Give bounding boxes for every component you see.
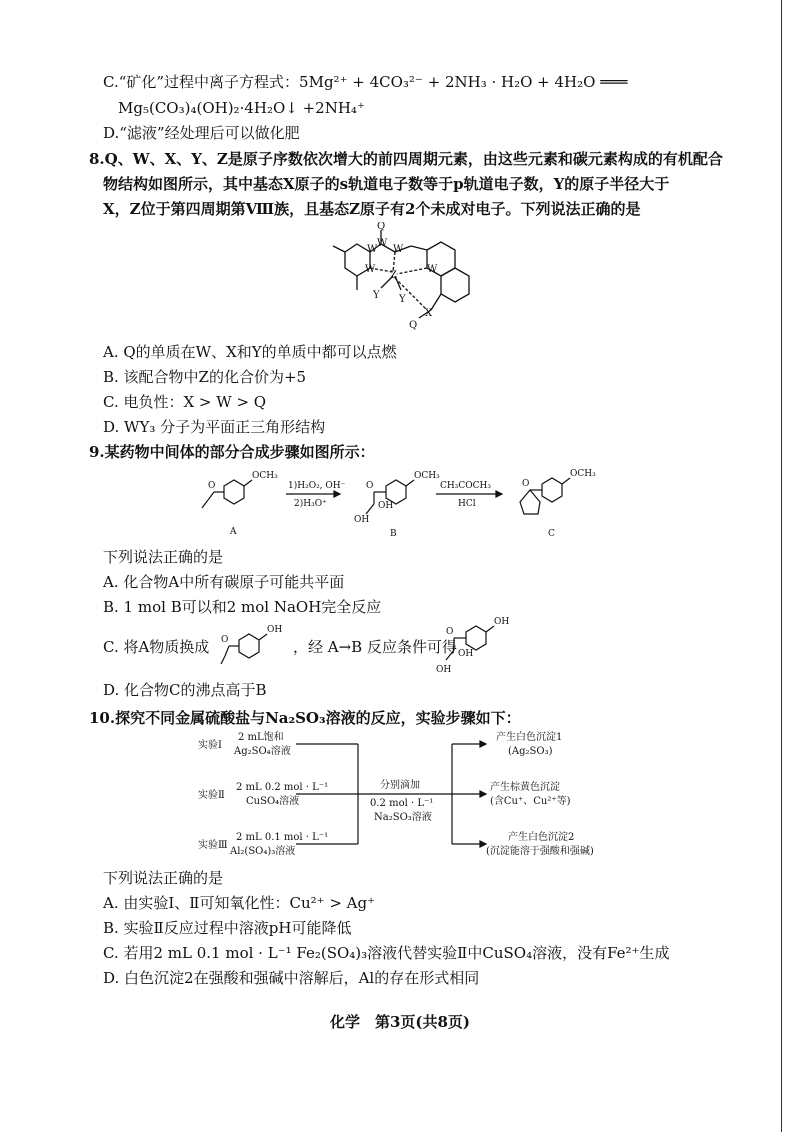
q8-complex-structure (315, 222, 505, 342)
q9-prompt: 下列说法正确的是 (103, 548, 224, 566)
q9-c2-oh1: OH (458, 649, 474, 659)
q8-atom-x: X (425, 308, 433, 319)
q9-c1-oh: OH (267, 625, 283, 635)
q10-mid-line3: Na₂SO₃溶液 (374, 812, 432, 823)
q10-res2-line1: 产生棕黄色沉淀 (490, 782, 560, 793)
q8-atom-y2: Y (399, 294, 406, 305)
q9-c-och3: OCH₃ (570, 469, 596, 479)
q8-stem-line3: X，Z位于第四周期第Ⅷ族，且基态Z原子有2个未成对电子。下列说法正确的是 (103, 200, 641, 218)
q8-option-c: C. 电负性：X > W > Q (103, 393, 267, 411)
q9-a-och3: OCH₃ (252, 471, 278, 481)
q9-c2-oh-ring: OH (494, 617, 510, 627)
q9-reagent1-top: 1)H₂O₂, OH⁻ (288, 481, 346, 491)
q8-atom-q-bottom: Q (409, 320, 418, 331)
q10-exp1-line2: Ag₂SO₄溶液 (234, 746, 291, 757)
q8-atom-q-top: Q (377, 222, 386, 232)
q9-option-b: B. 1 mol B可以和2 mol NaOH完全反应 (103, 598, 382, 616)
q7-option-d: D.“滤液”经处理后可以做化肥 (103, 124, 300, 142)
q9-option-a: A. 化合物A中所有碳原子可能共平面 (103, 573, 345, 591)
q9-label-a: A (230, 527, 237, 537)
q8-atom-w1: W (367, 244, 378, 255)
q9-reaction-scheme (190, 464, 630, 544)
q8-atom-z: Z (390, 270, 397, 281)
q9-c-o: O (522, 479, 530, 489)
q10-res1-line1: 产生白色沉淀1 (496, 732, 563, 743)
q10-res2-line2: (含Cu⁺、Cu²⁺等) (490, 796, 571, 807)
q10-res1-line2: (Ag₂SO₃) (508, 746, 553, 757)
q10-exp2-label: 实验Ⅱ (198, 790, 225, 801)
q8-stem-line1: 8.Q、W、X、Y、Z是原子序数依次增大的前四周期元素，由这些元素和碳元素构成的有机配合 (89, 150, 723, 168)
q10-exp1-label: 实验Ⅰ (198, 740, 222, 751)
q9-option-c-structure-1 (213, 620, 293, 670)
q9-option-c-mid: ，经 A→B 反应条件可得 (293, 638, 457, 656)
q10-stem: 10.探究不同金属硫酸盐与Na₂SO₃溶液的反应，实验步骤如下： (89, 709, 521, 727)
q9-c2-o: O (446, 627, 454, 637)
q8-option-b: B. 该配合物中Z的化合价为+5 (103, 368, 307, 386)
q9-c1-o: O (221, 635, 229, 645)
q10-flowchart (190, 728, 630, 868)
q10-option-d: D. 白色沉淀2在强酸和强碱中溶解后，Al的存在形式相同 (103, 969, 480, 987)
page-footer: 化学 第3页(共8页) (329, 1013, 471, 1031)
q9-b-oh1: OH (378, 501, 394, 511)
q10-res3-line2: (沉淀能溶于强酸和强碱) (486, 846, 594, 857)
q10-exp3-label: 实验Ⅲ (198, 840, 228, 851)
q8-atom-w2: W (377, 238, 388, 249)
q10-exp3-line2: Al₂(SO₄)₃溶液 (230, 846, 296, 857)
q9-a-o: O (208, 481, 216, 491)
q8-option-d: D. WY₃ 分子为平面正三角形结构 (103, 418, 326, 436)
q9-b-o: O (366, 481, 374, 491)
q10-exp2-line1: 2 mL 0.2 mol · L⁻¹ (236, 782, 329, 793)
q9-reagent2-bottom: HCl (458, 499, 476, 509)
q10-prompt: 下列说法正确的是 (103, 869, 224, 887)
q8-stem-line2: 物结构如图所示，其中基态X原子的s轨道电子数等于p轨道电子数，Y的原子半径大于 (103, 175, 670, 193)
q9-stem: 9.某药物中间体的部分合成步骤如图所示： (89, 443, 375, 461)
q9-option-d: D. 化合物C的沸点高于B (103, 681, 267, 699)
q10-mid-line2: 0.2 mol · L⁻¹ (370, 798, 434, 809)
q10-exp3-line1: 2 mL 0.1 mol · L⁻¹ (236, 832, 329, 843)
page-edge-line (781, 0, 782, 1132)
q10-exp2-line2: CuSO₄溶液 (246, 796, 300, 807)
q9-option-c-structure-2 (430, 614, 520, 684)
q8-atom-w4: W (365, 264, 376, 275)
q10-res3-line1: 产生白色沉淀2 (508, 832, 575, 843)
q8-option-a: A. Q的单质在W、X和Y的单质中都可以点燃 (103, 343, 397, 361)
q9-option-c-pre: C. 将A物质换成 (103, 638, 210, 656)
q7-option-c-line1: C.“矿化”过程中离子方程式：5Mg²⁺ + 4CO₃²⁻ + 2NH₃ · H₂O + 4H₂O ═══ (103, 73, 628, 91)
q8-atom-y1: Y (373, 290, 380, 301)
q9-reagent2-top: CH₃COCH₃ (440, 481, 491, 491)
q9-c2-oh2: OH (436, 665, 452, 675)
q10-option-a: A. 由实验Ⅰ、Ⅱ可知氧化性：Cu²⁺ > Ag⁺ (103, 894, 376, 912)
q8-atom-w5: W (427, 264, 438, 275)
q9-b-och3: OCH₃ (414, 471, 440, 481)
q10-option-b: B. 实验Ⅱ反应过程中溶液pH可能降低 (103, 919, 352, 937)
q7-option-c-line2: Mg₅(CO₃)₄(OH)₂·4H₂O↓ +2NH₄⁺ (118, 99, 365, 117)
q9-b-oh2: OH (354, 515, 370, 525)
q9-label-c: C (548, 529, 555, 539)
q10-mid-line1: 分别滴加 (380, 780, 420, 791)
q9-reagent1-bottom: 2)H₃O⁺ (294, 499, 327, 509)
q8-atom-w3: W (393, 244, 404, 255)
q10-exp1-line1: 2 mL饱和 (238, 732, 284, 743)
q10-option-c: C. 若用2 mL 0.1 mol · L⁻¹ Fe₂(SO₄)₃溶液代替实验Ⅱ中CuSO₄溶液，没有Fe²⁺生成 (103, 944, 670, 962)
q9-label-b: B (390, 529, 397, 539)
